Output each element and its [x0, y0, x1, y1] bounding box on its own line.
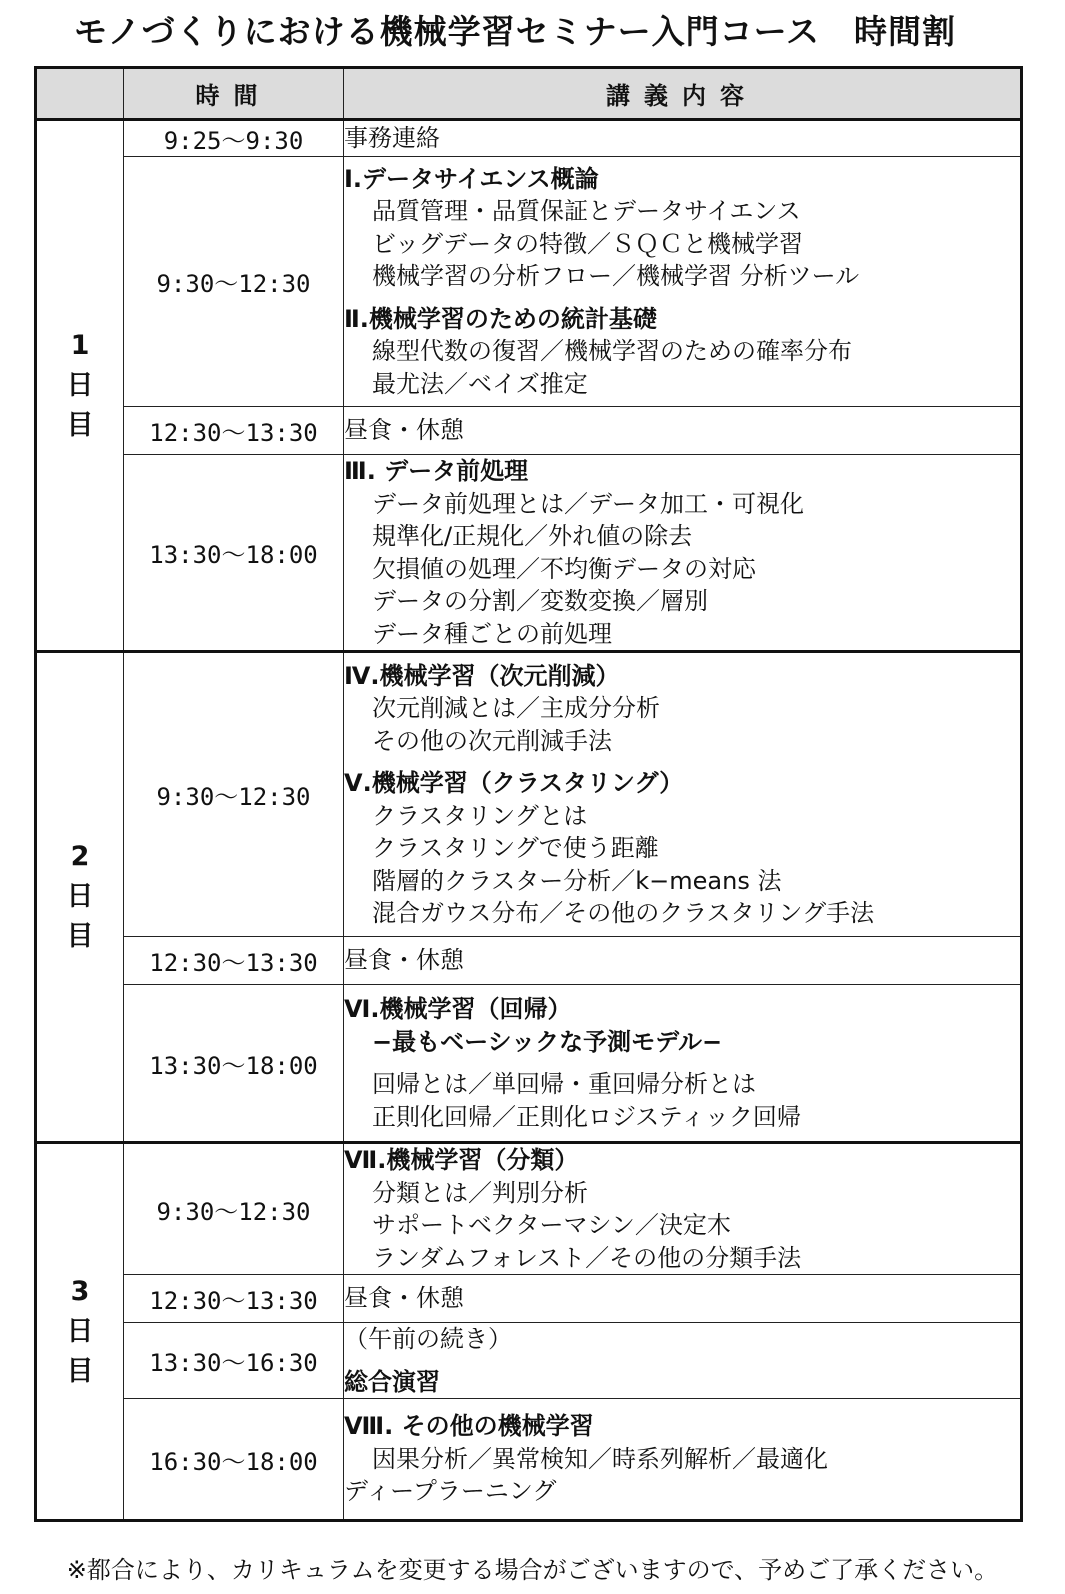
time-slot: 9:30～12:30	[124, 157, 344, 407]
lecture-line: 昼食・休憩	[344, 416, 464, 445]
day-label-char: 日	[66, 369, 94, 401]
lecture-line: 混合ガウス分布／その他のクラスタリング手法	[372, 899, 875, 927]
schedule-row	[36, 1275, 1022, 1323]
schedule-row	[36, 455, 1022, 652]
lecture-content	[344, 1323, 1022, 1399]
schedule-row	[36, 1399, 1022, 1521]
lecture-content	[344, 652, 1022, 937]
footnote: ※都合により、カリキュラムを変更する場合がございますので、予めご了承ください。	[66, 1556, 999, 1584]
lecture-line: 最尤法／ベイズ推定	[372, 369, 588, 398]
lecture-content	[344, 120, 1022, 157]
lecture-content	[344, 157, 1022, 407]
time-slot: 9:25～9:30	[124, 120, 344, 157]
schedule-row	[36, 1143, 1022, 1275]
schedule-row	[36, 120, 1022, 157]
lecture-line: 規準化/正規化／外れ値の除去	[372, 522, 693, 550]
lecture-line: サポートベクターマシン／決定木	[372, 1211, 731, 1239]
schedule-table	[34, 66, 1023, 1522]
lecture-line: 昼食・休憩	[344, 1284, 464, 1313]
time-slot: 13:30～16:30	[124, 1323, 344, 1399]
day-label-char: 日	[66, 1315, 94, 1347]
lecture-line: 品質管理・品質保証とデータサイエンス	[372, 197, 801, 226]
lecture-line: 昼食・休憩	[344, 946, 464, 975]
schedule-row	[36, 407, 1022, 455]
lecture-content	[344, 1399, 1022, 1521]
schedule-row	[36, 1323, 1022, 1399]
lecture-line: ビッグデータの特徴／ＳＱＣと機械学習	[372, 229, 804, 258]
lecture-heading: Ⅴ.機械学習（クラスタリング）	[344, 769, 684, 797]
lecture-line: その他の次元削減手法	[372, 726, 612, 755]
lecture-heading: Ⅵ.機械学習（回帰）	[344, 995, 572, 1023]
time-slot: 13:30～18:00	[124, 985, 344, 1143]
lecture-line: 正則化回帰／正則化ロジスティック回帰	[372, 1102, 801, 1131]
day-label-char: 3	[70, 1275, 90, 1307]
lecture-heading: −最もベーシックな予測モデル−	[372, 1027, 723, 1056]
lecture-heading: Ⅳ.機械学習（次元削減）	[344, 661, 620, 690]
schedule-row	[36, 985, 1022, 1143]
lecture-heading: Ⅶ.機械学習（分類）	[344, 1146, 579, 1174]
day-label-char: 日	[66, 881, 94, 912]
day-label-char: 目	[66, 1355, 94, 1387]
lecture-heading: 総合演習	[344, 1367, 440, 1396]
lecture-line: 線型代数の復習／機械学習のための確率分布	[372, 337, 852, 366]
header-time: 時間	[124, 68, 344, 120]
time-slot: 13:30～18:00	[124, 455, 344, 652]
lecture-line: クラスタリングで使う距離	[372, 834, 659, 862]
lecture-line: クラスタリングとは	[372, 801, 588, 830]
lecture-line: データ種ごとの前処理	[372, 619, 612, 648]
time-slot: 16:30～18:00	[124, 1399, 344, 1521]
lecture-content	[344, 937, 1022, 985]
lecture-heading: Ⅲ. データ前処理	[344, 457, 529, 485]
lecture-line: 回帰とは／単回帰・重回帰分析とは	[372, 1070, 756, 1098]
time-slot: 12:30～13:30	[124, 1275, 344, 1323]
day-label	[36, 120, 124, 652]
page-title: モノづくりにおける機械学習セミナー入門コース 時間割	[73, 12, 957, 51]
header-day-cell	[36, 68, 124, 120]
lecture-heading: Ⅷ. その他の機械学習	[344, 1412, 594, 1441]
lecture-line: 階層的クラスター分析／k−means 法	[372, 866, 782, 895]
day-label-char: 目	[66, 921, 94, 952]
lecture-content	[344, 455, 1022, 652]
schedule-row	[36, 937, 1022, 985]
lecture-content	[344, 1275, 1022, 1323]
lecture-line: ディープラーニング	[344, 1477, 557, 1506]
lecture-content	[344, 407, 1022, 455]
lecture-heading: Ⅰ.データサイエンス概論	[344, 164, 599, 193]
lecture-line: 事務連絡	[344, 124, 440, 153]
time-slot: 12:30～13:30	[124, 937, 344, 985]
schedule-row	[36, 652, 1022, 937]
lecture-content	[344, 1143, 1022, 1275]
day-label	[36, 652, 124, 1143]
lecture-line: データ前処理とは／データ加工・可視化	[372, 489, 804, 518]
time-slot: 9:30～12:30	[124, 1143, 344, 1275]
time-slot: 9:30～12:30	[124, 652, 344, 937]
lecture-line: データの分割／変数変換／層別	[372, 587, 708, 615]
lecture-line: ランダムフォレスト／その他の分類手法	[372, 1243, 802, 1272]
day-label	[36, 1143, 124, 1521]
time-slot: 12:30～13:30	[124, 407, 344, 455]
lecture-line: 分類とは／判別分析	[372, 1178, 588, 1207]
header-content: 講義内容	[344, 68, 1022, 120]
schedule-row	[36, 157, 1022, 407]
lecture-heading: Ⅱ.機械学習のための統計基礎	[344, 304, 657, 333]
lecture-content	[344, 985, 1022, 1143]
day-label-char: 1	[70, 329, 90, 361]
day-label-char: 2	[70, 841, 90, 872]
lecture-line: 機械学習の分析フロー／機械学習 分析ツール	[372, 262, 860, 291]
day-label-char: 目	[66, 409, 94, 441]
lecture-line: （午前の続き）	[344, 1325, 512, 1353]
schedule-body	[36, 120, 1022, 1521]
lecture-line: 次元削減とは／主成分分析	[372, 694, 660, 722]
lecture-line: 因果分析／異常検知／時系列解析／最適化	[372, 1444, 828, 1473]
lecture-line: 欠損値の処理／不均衡データの対応	[372, 554, 756, 583]
header-row	[36, 68, 1022, 120]
